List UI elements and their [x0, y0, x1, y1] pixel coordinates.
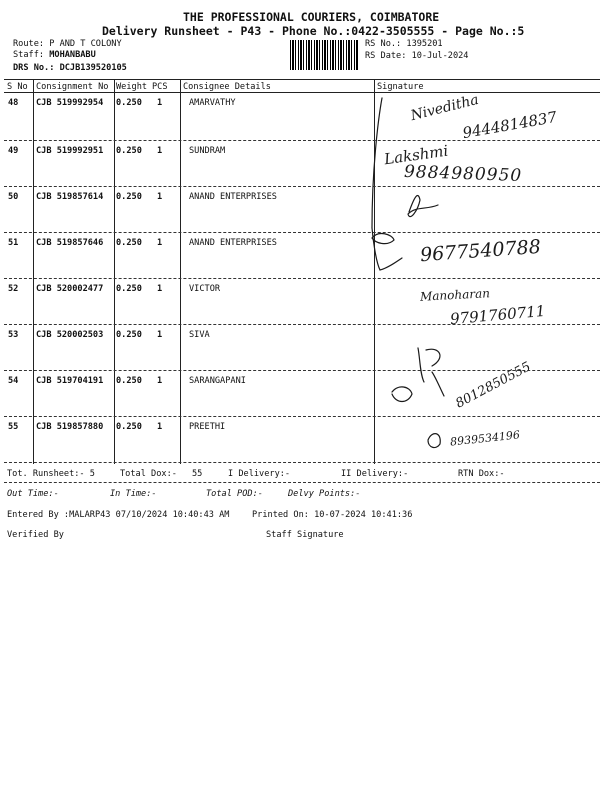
total-pod: Total POD:- [206, 489, 263, 499]
out-time: Out Time:- [7, 489, 59, 499]
row-pcs: 1 [157, 238, 163, 248]
row-weight: 0.250 [116, 284, 142, 294]
row-consignee: PREETHI [189, 422, 226, 432]
row-weight: 0.250 [116, 192, 142, 202]
row-pcs: 1 [157, 192, 163, 202]
row-pcs: 1 [157, 330, 163, 340]
rtn-dox: RTN Dox:- [458, 469, 505, 479]
row-sno: 55 [8, 422, 19, 432]
handwriting-phone: 9677540788 [419, 235, 542, 267]
drs-number: DCJB139520105 [59, 63, 127, 73]
handwriting-name: Niveditha [409, 91, 481, 125]
row-pcs: 1 [157, 284, 163, 294]
row-pcs: 1 [157, 98, 163, 108]
row-weight: 0.250 [116, 376, 142, 386]
row-consignee: SIVA [189, 330, 210, 340]
row-sno: 51 [8, 238, 19, 248]
runsheet-subtitle: Delivery Runsheet - P43 - Phone No.:0422-3505555 - Page No.:5 [102, 24, 525, 38]
row-sno: 52 [8, 284, 19, 294]
i-delivery: I Delivery:- [228, 469, 291, 479]
row-weight: 0.250 [116, 98, 142, 108]
handwriting-phone: 8012850555 [453, 359, 534, 412]
footer-rule [4, 482, 600, 483]
row-consignee: ANAND ENTERPRISES [189, 238, 277, 248]
row-consignment: CJB 519992951 [36, 146, 104, 156]
row-consignee: AMARVATHY [189, 98, 236, 108]
row-weight: 0.250 [116, 330, 142, 340]
handwriting-phone: 9884980950 [403, 161, 523, 187]
row-weight: 0.250 [116, 238, 142, 248]
col-header-sno: S No [7, 82, 28, 92]
table-top-rule [4, 79, 600, 80]
row-weight: 0.250 [116, 422, 142, 432]
row-consignment: CJB 519857646 [36, 238, 104, 248]
row-consignment: CJB 520002477 [36, 284, 104, 294]
handwriting-name: Lakshmi [383, 141, 450, 169]
col-header-consignee: Consignee Details [183, 82, 271, 92]
row-pcs: 1 [157, 376, 163, 386]
row-consignment: CJB 520002503 [36, 330, 104, 340]
barcode [290, 40, 358, 70]
staff-signature: Staff Signature [266, 530, 344, 540]
col-header-pcs: PCS [152, 82, 168, 92]
company-title: THE PROFESSIONAL COURIERS, COIMBATORE [183, 10, 440, 24]
rs-date: RS Date: 10-Jul-2024 [365, 51, 469, 61]
table-header-rule [4, 92, 600, 93]
row-consignee: ANAND ENTERPRISES [189, 192, 277, 202]
row-sno: 49 [8, 146, 19, 156]
handwriting-phone: 8939534196 [449, 428, 521, 449]
row-consignee: VICTOR [189, 284, 221, 294]
staff-name: MOHANBABU [49, 50, 96, 60]
handwriting-name: Manoharan [419, 286, 491, 304]
row-consignee: SUNDRAM [189, 146, 226, 156]
row-consignee: SARANGAPANI [189, 376, 246, 386]
staff-label: Staff: [13, 50, 50, 60]
printed-on: Printed On: 10-07-2024 10:41:36 [252, 510, 413, 520]
total-dox-value: 55 [192, 469, 203, 479]
row-sno: 50 [8, 192, 19, 202]
row-sno: 53 [8, 330, 19, 340]
row-consignment: CJB 519992954 [36, 98, 104, 108]
handwriting-phone: 9444814837 [461, 107, 559, 143]
staff-line [13, 50, 96, 60]
row-sno: 48 [8, 98, 19, 108]
rs-number: RS No.: 1395201 [365, 39, 443, 49]
row-sno: 54 [8, 376, 19, 386]
total-dox-label: Total Dox:- [120, 469, 177, 479]
tot-runsheet: Tot. Runsheet:- 5 [7, 469, 95, 479]
verified-by: Verified By [7, 530, 64, 540]
col-header-weight: Weight [116, 82, 148, 92]
entered-by: Entered By :MALARP43 07/10/2024 10:40:43 AM [7, 510, 230, 520]
col-header-signature: Signature [377, 82, 424, 92]
in-time: In Time:- [110, 489, 157, 499]
row-consignment: CJB 519857880 [36, 422, 104, 432]
row-pcs: 1 [157, 146, 163, 156]
row-weight: 0.250 [116, 146, 142, 156]
col-header-consignment: Consignment No [36, 82, 109, 92]
row-pcs: 1 [157, 422, 163, 432]
handwriting-phone: 9791760711 [449, 301, 547, 329]
drs-label: DRS No.: [13, 63, 60, 73]
row-consignment: CJB 519704191 [36, 376, 104, 386]
ii-delivery: II Delivery:- [341, 469, 409, 479]
drs-line [13, 63, 127, 73]
delvy-points: Delvy Points:- [288, 489, 361, 499]
row-consignment: CJB 519857614 [36, 192, 104, 202]
route-label: Route: P AND T COLONY [13, 39, 122, 49]
